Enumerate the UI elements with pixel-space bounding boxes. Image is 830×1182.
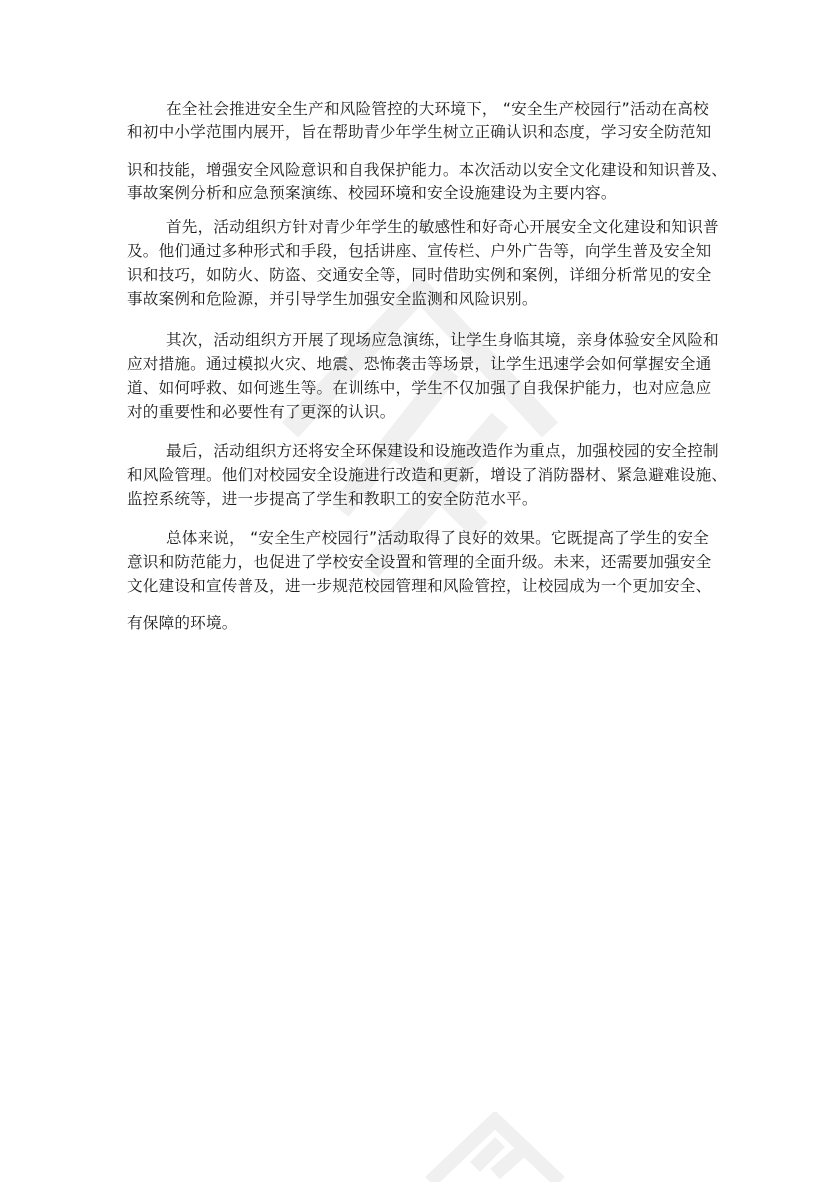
watermark-bottom-icon [420,1112,570,1182]
text-line: 及。他们通过多种形式和手段，包括讲座、宣传栏、户外广告等，向学生普及安全知 [127,242,712,260]
text-line: 在全社会推进安全生产和风险管控的大环境下， “安全生产校园行”活动在高校 [166,100,709,118]
text-line: 有保障的环境。 [127,614,238,632]
text-line: 其次，活动组织方开展了现场应急演练，让学生身临其境，亲身体验安全风险和 [166,331,719,349]
text-line: 道、如何呼救、如何逃生等。在训练中，学生不仅加强了自我保护能力，也对应急应 [127,379,712,397]
text-line: 监控系统等，进一步提高了学生和教职工的安全防范水平。 [127,490,538,508]
text-line: 和初中小学范围内展开，旨在帮助青少年学生树立正确认识和态度，学习安全防范知 [127,123,712,141]
text-line: 应对措施。通过模拟火灾、地震、恐怖袭击等场景，让学生迅速学会如何掌握安全通 [127,355,712,373]
text-line: 文化建设和宣传普及，进一步规范校园管理和风险管控，让校园成为一个更加安全、 [127,577,712,595]
text-line: 识和技巧，如防火、防盗、交通安全等，同时借助实例和案例，详细分析常见的安全 [127,266,712,284]
text-line: 识和技能，增强安全风险意识和自我保护能力。本次活动以安全文化建设和知识普及、 [127,161,728,179]
text-line: 总体来说， “安全生产校园行”活动取得了良好的效果。它既提高了学生的安全 [166,529,709,547]
text-line: 意识和防范能力，也促进了学校安全设置和管理的全面升级。未来，还需要加强安全 [127,553,712,571]
text-line: 和风险管理。他们对校园安全设施进行改造和更新，增设了消防器材、紧急避难设施、 [127,466,728,484]
text-line: 首先，活动组织方针对青少年学生的敏感性和好奇心开展安全文化建设和知识普 [166,218,719,236]
text-line: 对的重要性和必要性有了更深的认识。 [127,403,396,421]
text-line: 事故案例分析和应急预案演练、校园环境和安全设施建设为主要内容。 [127,184,617,202]
text-line: 事故案例和危险源，并引导学生加强安全监测和风险识别。 [127,290,538,308]
text-line: 最后，活动组织方还将安全环保建设和设施改造作为重点，加强校园的安全控制 [166,442,719,460]
